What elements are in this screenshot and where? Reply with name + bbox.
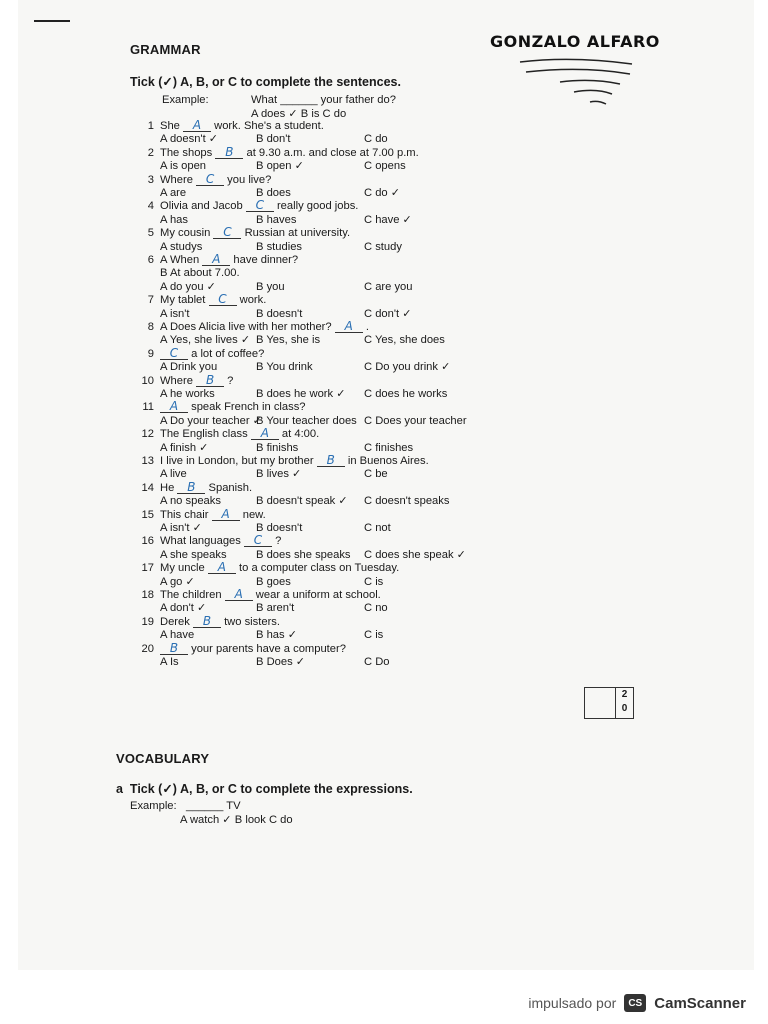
options-row <box>160 415 467 428</box>
options-row <box>160 361 450 374</box>
question-stem: Olivia and Jacob <box>160 200 243 213</box>
question-stem: He <box>160 481 175 494</box>
question-14 <box>140 479 253 495</box>
answer-blank[interactable]: A <box>212 509 240 521</box>
option-c[interactable]: C don't ✓ <box>364 307 412 320</box>
option-c[interactable]: C does she speak ✓ <box>364 548 467 561</box>
answer-blank[interactable]: B <box>177 482 205 494</box>
question-number: 10 <box>141 374 154 387</box>
question-number: 6 <box>147 254 154 266</box>
option-c[interactable]: C Yes, she does <box>364 334 445 347</box>
question-stem: The shops <box>160 146 213 159</box>
option-b[interactable]: B You drink <box>256 361 313 374</box>
question-number: 14 <box>141 481 154 494</box>
option-b[interactable]: B Your teacher does <box>256 414 357 427</box>
option-b[interactable]: B Does ✓ <box>256 656 306 668</box>
question-number: 5 <box>147 227 154 240</box>
question-number: 19 <box>141 615 154 628</box>
options-row <box>160 160 406 173</box>
question-stem: My tablet <box>160 294 206 307</box>
pen-mark <box>34 20 70 22</box>
option-c[interactable]: C Does your teacher <box>364 414 467 427</box>
question-rest: at 9.30 a.m. and close at 7.00 p.m. <box>246 146 419 159</box>
option-c[interactable]: C finishes <box>364 441 414 454</box>
question-rest: work. <box>239 294 267 307</box>
question-number: 17 <box>141 562 154 575</box>
question-number: 4 <box>147 200 154 213</box>
question-20 <box>140 640 346 656</box>
question-rest: really good jobs. <box>276 200 359 213</box>
question-extra-line: B At about 7.00. <box>160 267 240 280</box>
watermark-brand: CamScanner <box>654 994 746 1012</box>
question-number: 20 <box>141 642 154 655</box>
option-a[interactable]: A studys <box>160 240 203 253</box>
question-number: 11 <box>142 401 154 414</box>
options-row <box>160 388 447 401</box>
option-a[interactable]: A live <box>160 468 187 481</box>
option-a[interactable]: A isn't <box>160 307 190 320</box>
question-number: 9 <box>147 347 154 360</box>
question-rest: new. <box>242 508 266 521</box>
option-c[interactable]: C is <box>364 575 384 588</box>
answer-blank[interactable]: A <box>335 321 363 333</box>
question-rest: Russian at university. <box>244 227 351 240</box>
question-number: 16 <box>141 535 154 548</box>
scanner-watermark <box>528 994 746 1012</box>
score-total: 2 0 <box>621 689 628 714</box>
vocab-instruction-prefix: a <box>116 782 123 796</box>
option-c[interactable]: C doesn't speaks <box>364 495 450 508</box>
example-options: A does ✓ B is C do <box>251 108 347 120</box>
question-stem: A When <box>160 254 200 266</box>
option-a[interactable]: A she speaks <box>160 548 227 561</box>
question-rest: two sisters. <box>224 615 281 628</box>
watermark-prefix: impulsado por <box>528 995 617 1011</box>
option-a[interactable]: A Drink you <box>160 361 218 374</box>
option-a[interactable]: A isn't ✓ <box>160 522 202 534</box>
option-a[interactable]: A is open <box>160 160 207 173</box>
question-number: 8 <box>147 321 154 333</box>
answer-blank[interactable]: C <box>196 174 224 186</box>
question-rest: you live? <box>227 173 272 186</box>
question-number: 7 <box>147 294 154 307</box>
options-row <box>160 214 412 227</box>
question-2 <box>140 144 419 160</box>
options-row <box>160 522 391 535</box>
options-row <box>160 576 383 589</box>
answer-blank[interactable]: C <box>244 535 272 547</box>
option-a[interactable]: A have <box>160 629 195 642</box>
answer-blank[interactable]: A <box>202 254 230 266</box>
vocab-example-label: Example: <box>130 800 177 812</box>
question-6 <box>140 254 298 267</box>
example-label: Example: <box>162 94 209 106</box>
example-sentence: What ______ your father do? <box>251 94 396 106</box>
question-rest: at 4:00. <box>281 428 320 441</box>
camscanner-logo-icon: CS <box>624 994 646 1012</box>
question-stem: I live in London, but my brother <box>160 455 314 467</box>
question-number: 15 <box>141 508 154 521</box>
score-blank <box>585 688 616 718</box>
question-rest: in Buenos Aires. <box>347 455 429 467</box>
option-c[interactable]: C is <box>364 629 384 642</box>
question-4 <box>140 200 358 213</box>
question-10 <box>140 372 234 388</box>
question-stem: A Does Alicia live with her mother? <box>160 321 332 333</box>
answer-blank[interactable]: A <box>251 428 279 440</box>
question-19 <box>140 613 281 629</box>
scribble-icon <box>512 56 642 110</box>
option-b[interactable]: B doesn't <box>256 307 303 320</box>
answer-blank[interactable]: C <box>160 348 188 360</box>
question-number: 13 <box>141 455 154 467</box>
option-b[interactable]: B does she speaks <box>256 548 351 561</box>
option-c[interactable]: C are you <box>364 280 413 293</box>
question-3 <box>140 171 272 187</box>
option-c[interactable]: C be <box>364 468 388 481</box>
option-b[interactable]: B you <box>256 280 285 293</box>
question-stem: This chair <box>160 508 209 521</box>
vocab-instruction-text: Tick (✓) A, B, or C to complete the expressions. <box>129 782 413 796</box>
option-a[interactable]: A do you ✓ <box>160 280 217 293</box>
question-number: 12 <box>141 428 154 441</box>
options-row <box>160 308 412 321</box>
option-c[interactable]: C do <box>364 133 388 146</box>
option-a[interactable]: A Yes, she lives ✓ <box>160 334 251 347</box>
question-stem: Where <box>160 173 193 186</box>
vocabulary-title: VOCABULARY <box>116 751 210 766</box>
option-b[interactable]: B aren't <box>256 602 295 615</box>
question-1 <box>140 120 324 133</box>
option-c[interactable]: C have ✓ <box>364 213 412 226</box>
option-b[interactable]: B don't <box>256 133 291 146</box>
option-a[interactable]: A go ✓ <box>160 575 195 588</box>
option-c[interactable]: C do ✓ <box>364 187 401 199</box>
question-rest: wear a uniform at school. <box>255 589 381 601</box>
options-row <box>160 133 388 146</box>
question-number: 1 <box>147 120 154 132</box>
answer-blank[interactable]: A <box>160 401 188 413</box>
options-row <box>160 241 402 254</box>
option-b[interactable]: B does <box>256 187 291 199</box>
question-rest: to a computer class on Tuesday. <box>239 562 400 575</box>
question-stem: What languages <box>160 535 241 548</box>
answer-blank[interactable]: C <box>209 294 237 306</box>
answer-blank[interactable]: B <box>193 616 221 628</box>
grammar-title: GRAMMAR <box>130 42 201 57</box>
option-c[interactable]: C opens <box>364 160 406 173</box>
options-row <box>160 602 388 615</box>
option-b[interactable]: B goes <box>256 575 291 588</box>
option-c[interactable]: C study <box>364 240 402 253</box>
option-c[interactable]: C does he works <box>364 388 448 400</box>
option-b[interactable]: B does he work ✓ <box>256 388 346 400</box>
question-15 <box>140 506 266 522</box>
option-b[interactable]: B Yes, she is <box>256 334 321 347</box>
option-a[interactable]: A he works <box>160 388 215 400</box>
question-stem: My cousin <box>160 227 211 240</box>
options-row <box>160 629 383 642</box>
option-a[interactable]: A are <box>160 187 187 199</box>
answer-blank[interactable]: B <box>160 643 188 655</box>
question-stem: Derek <box>160 615 190 628</box>
answer-blank[interactable]: C <box>213 227 241 239</box>
question-rest: Spanish. <box>208 481 253 494</box>
option-b[interactable]: B finishs <box>256 441 299 454</box>
question-stem: Where <box>160 374 193 387</box>
question-9 <box>140 345 265 361</box>
options-row <box>160 334 445 347</box>
options-row <box>160 187 400 200</box>
answer-blank[interactable]: A <box>183 120 211 132</box>
vocab-example-sentence: ______ TV <box>186 800 241 812</box>
question-number: 18 <box>141 589 154 601</box>
option-a[interactable]: A don't ✓ <box>160 602 207 615</box>
score-box <box>584 687 634 719</box>
option-c[interactable]: C Do you drink ✓ <box>364 361 451 374</box>
question-rest: your parents have a computer? <box>191 642 346 655</box>
vocab-example-options: A watch ✓ B look C do <box>180 814 293 826</box>
question-stem: The English class <box>160 428 248 441</box>
options-row <box>160 281 413 294</box>
answer-blank[interactable]: B <box>215 147 243 159</box>
option-b[interactable]: B lives ✓ <box>256 468 302 481</box>
option-a[interactable]: A no speaks <box>160 495 221 508</box>
grammar-instruction: Tick (✓) A, B, or C to complete the sentences. <box>130 75 401 89</box>
question-rest: speak French in class? <box>191 401 306 414</box>
question-7 <box>140 294 266 307</box>
question-rest: ? <box>227 374 234 387</box>
option-b[interactable]: B doesn't speak ✓ <box>256 495 348 508</box>
option-c[interactable]: C Do <box>364 656 390 668</box>
option-b[interactable]: B haves <box>256 213 297 226</box>
answer-blank[interactable]: A <box>225 589 253 601</box>
question-rest: ? <box>275 535 282 548</box>
student-name: GONZALO ALFARO <box>490 32 660 51</box>
question-rest: . <box>365 321 369 333</box>
question-number: 2 <box>147 146 154 159</box>
question-rest: work. She's a student. <box>214 120 324 132</box>
option-a[interactable]: A has <box>160 213 188 226</box>
answer-blank[interactable]: C <box>246 200 274 212</box>
options-row <box>160 549 466 562</box>
option-a[interactable]: A doesn't ✓ <box>160 133 219 146</box>
question-16 <box>140 535 281 548</box>
question-5 <box>140 227 350 240</box>
question-rest: have dinner? <box>233 254 299 266</box>
answer-blank[interactable]: A <box>208 562 236 574</box>
question-number: 3 <box>147 173 154 186</box>
option-b[interactable]: B studies <box>256 240 303 253</box>
question-13 <box>140 455 429 468</box>
question-stem: She <box>160 120 180 132</box>
option-c[interactable]: C no <box>364 602 388 615</box>
question-8 <box>140 321 369 334</box>
option-b[interactable]: B doesn't <box>256 522 303 534</box>
options-row <box>160 656 390 669</box>
vocabulary-instruction <box>116 781 413 796</box>
option-b[interactable]: B open ✓ <box>256 160 304 173</box>
option-c[interactable]: C not <box>364 522 391 534</box>
question-12 <box>140 428 319 441</box>
question-stem: The children <box>160 589 222 601</box>
question-stem: My uncle <box>160 562 205 575</box>
options-row <box>160 442 413 455</box>
option-a[interactable]: A finish ✓ <box>160 441 209 454</box>
question-11 <box>140 401 306 414</box>
question-rest: a lot of coffee? <box>191 347 265 360</box>
question-18 <box>140 589 381 602</box>
question-17 <box>140 562 399 575</box>
answer-blank[interactable]: B <box>196 375 224 387</box>
option-a[interactable]: A Do your teacher ✓ <box>160 414 263 427</box>
answer-blank[interactable]: B <box>317 455 345 467</box>
options-row <box>160 495 449 508</box>
option-b[interactable]: B has ✓ <box>256 629 298 642</box>
option-a[interactable]: A Is <box>160 656 179 668</box>
